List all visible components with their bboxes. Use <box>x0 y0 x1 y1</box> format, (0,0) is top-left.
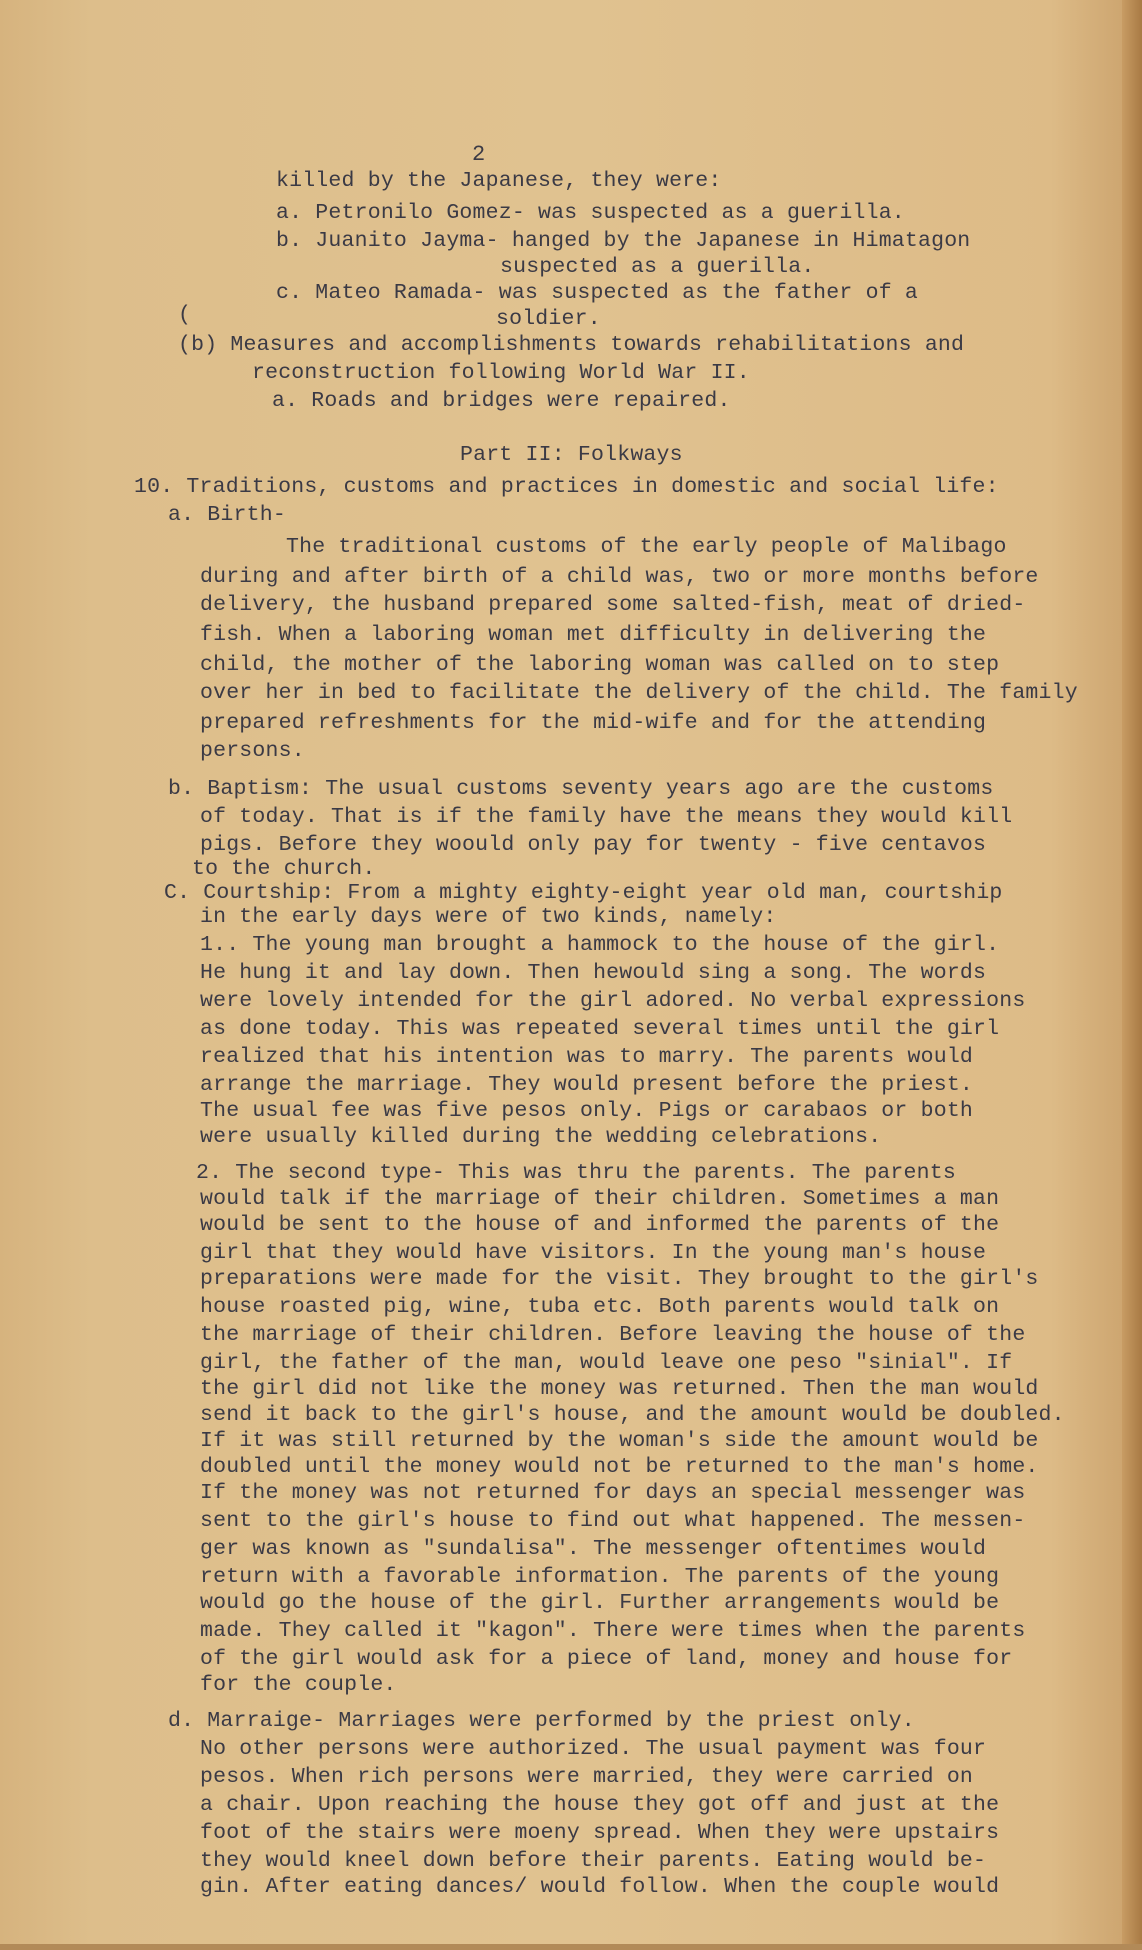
text-line: they would kneel down before their parents. Eating would be- <box>200 1849 987 1873</box>
text-line: c. Mateo Ramada- was suspected as the father of a <box>276 281 919 305</box>
text-line: for the couple. <box>200 1673 397 1697</box>
text-line: suspected as a guerilla. <box>500 255 815 279</box>
text-line: b. Baptism: The usual customs seventy years ago are the customs <box>168 777 994 801</box>
text-line: house roasted pig, wine, tuba etc. Both parents would talk on <box>200 1295 1000 1319</box>
section-heading: Part II: Folkways <box>460 443 683 467</box>
text-line: send it back to the girl's house, and the amount would be doubled. <box>200 1403 1065 1427</box>
text-line: to the church. <box>192 857 376 881</box>
text-line: prepared refreshments for the mid-wife and for the attending <box>200 711 987 735</box>
text-line: The usual fee was five pesos only. Pigs or carabaos or both <box>200 1099 974 1123</box>
page-edge <box>1122 0 1142 1950</box>
text-line: return with a favorable information. The parents of the young <box>200 1565 1000 1589</box>
text-line: b. Juanito Jayma- hanged by the Japanese in Himatagon <box>276 229 971 253</box>
text-line: pigs. Before they woould only pay for twenty - five centavos <box>200 833 987 857</box>
text-line: arrange the marriage. They would present before the priest. <box>200 1073 974 1097</box>
text-line: persons. <box>200 739 305 763</box>
page-bottom-edge <box>0 1944 1142 1950</box>
text-line: realized that his intention was to marry. The parents would <box>200 1045 974 1069</box>
text-line: child, the mother of the laboring woman was called on to step <box>200 653 1000 677</box>
text-line: in the early days were of two kinds, namely: <box>200 905 777 929</box>
text-line: sent to the girl's house to find out what happened. The messen- <box>200 1509 1026 1533</box>
text-line: C. Courtship: From a mighty eighty-eight year old man, courtship <box>164 881 1003 905</box>
text-line: pesos. When rich persons were married, they were carried on <box>200 1765 974 1789</box>
text-line: (b) Measures and accomplishments towards rehabilitations and <box>178 333 965 357</box>
text-line: delivery, the husband prepared some salted-fish, meat of dried- <box>200 593 1026 617</box>
text-line: girl, the father of the man, would leave one peso "sinial". If <box>200 1351 1013 1375</box>
page-number: 2 <box>472 142 486 167</box>
text-line: foot of the stairs were moeny spread. When they were upstairs <box>200 1821 1000 1845</box>
text-line: ger was known as "sundalisa". The messenger oftentimes would <box>200 1537 987 1561</box>
text-line: preparations were made for the visit. They brought to the girl's <box>200 1267 1039 1291</box>
text-line: He hung it and lay down. Then hewould sing a song. The words <box>200 961 987 985</box>
text-line: of the girl would ask for a piece of land, money and house for <box>200 1647 1013 1671</box>
text-line: a. Petronilo Gomez- was suspected as a guerilla. <box>276 201 905 225</box>
text-line: of today. That is if the family have the means they would kill <box>200 805 1013 829</box>
text-line: were usually killed during the wedding celebrations. <box>200 1125 882 1149</box>
text-line: would talk if the marriage of their children. Sometimes a man <box>200 1187 1000 1211</box>
text-line: made. They called it "kagon". There were times when the parents <box>200 1619 1026 1643</box>
text-line: the girl did not like the money was returned. Then the man would <box>200 1377 1039 1401</box>
text-line: girl that they would have visitors. In the young man's house <box>200 1241 987 1265</box>
text-line: a chair. Upon reaching the house they got off and just at the <box>200 1793 1000 1817</box>
text-line: a. Roads and bridges were repaired. <box>272 389 731 413</box>
text-line: as done today. This was repeated several times until the girl <box>200 1017 1000 1041</box>
text-line: the marriage of their children. Before leaving the house of the <box>200 1323 1026 1347</box>
text-line: a. Birth- <box>168 503 286 527</box>
text-line: fish. When a laboring woman met difficulty in delivering the <box>200 623 987 647</box>
text-line: 2. The second type- This was thru the parents. The parents <box>196 1161 956 1185</box>
text-line: would be sent to the house of and informed the parents of the <box>200 1213 1000 1237</box>
text-line: The traditional customs of the early people of Malibago <box>286 535 1007 559</box>
text-line: gin. After eating dances/ would follow. When the couple would <box>200 1875 1000 1899</box>
text-line: ( <box>178 303 192 327</box>
text-line: d. Marraige- Marriages were performed by the priest only. <box>168 1709 915 1733</box>
text-line: No other persons were authorized. The usual payment was four <box>200 1737 987 1761</box>
text-line: over her in bed to facilitate the delivery of the child. The family <box>200 681 1078 705</box>
text-line: killed by the Japanese, they were: <box>276 169 722 193</box>
text-line: If it was still returned by the woman's side the amount would be <box>200 1429 1039 1453</box>
text-line: were lovely intended for the girl adored. No verbal expressions <box>200 989 1026 1013</box>
text-line: during and after birth of a child was, two or more months before <box>200 565 1039 589</box>
text-line: If the money was not returned for days an special messenger was <box>200 1481 1026 1505</box>
text-line: reconstruction following World War II. <box>252 361 750 385</box>
text-line: 10. Traditions, customs and practices in domestic and social life: <box>134 475 999 499</box>
text-line: 1.. The young man brought a hammock to the house of the girl. <box>200 933 1000 957</box>
text-line: would go the house of the girl. Further arrangements would be <box>200 1591 1000 1615</box>
text-line: doubled until the money would not be returned to the man's home. <box>200 1455 1039 1479</box>
text-line: soldier. <box>496 307 601 331</box>
